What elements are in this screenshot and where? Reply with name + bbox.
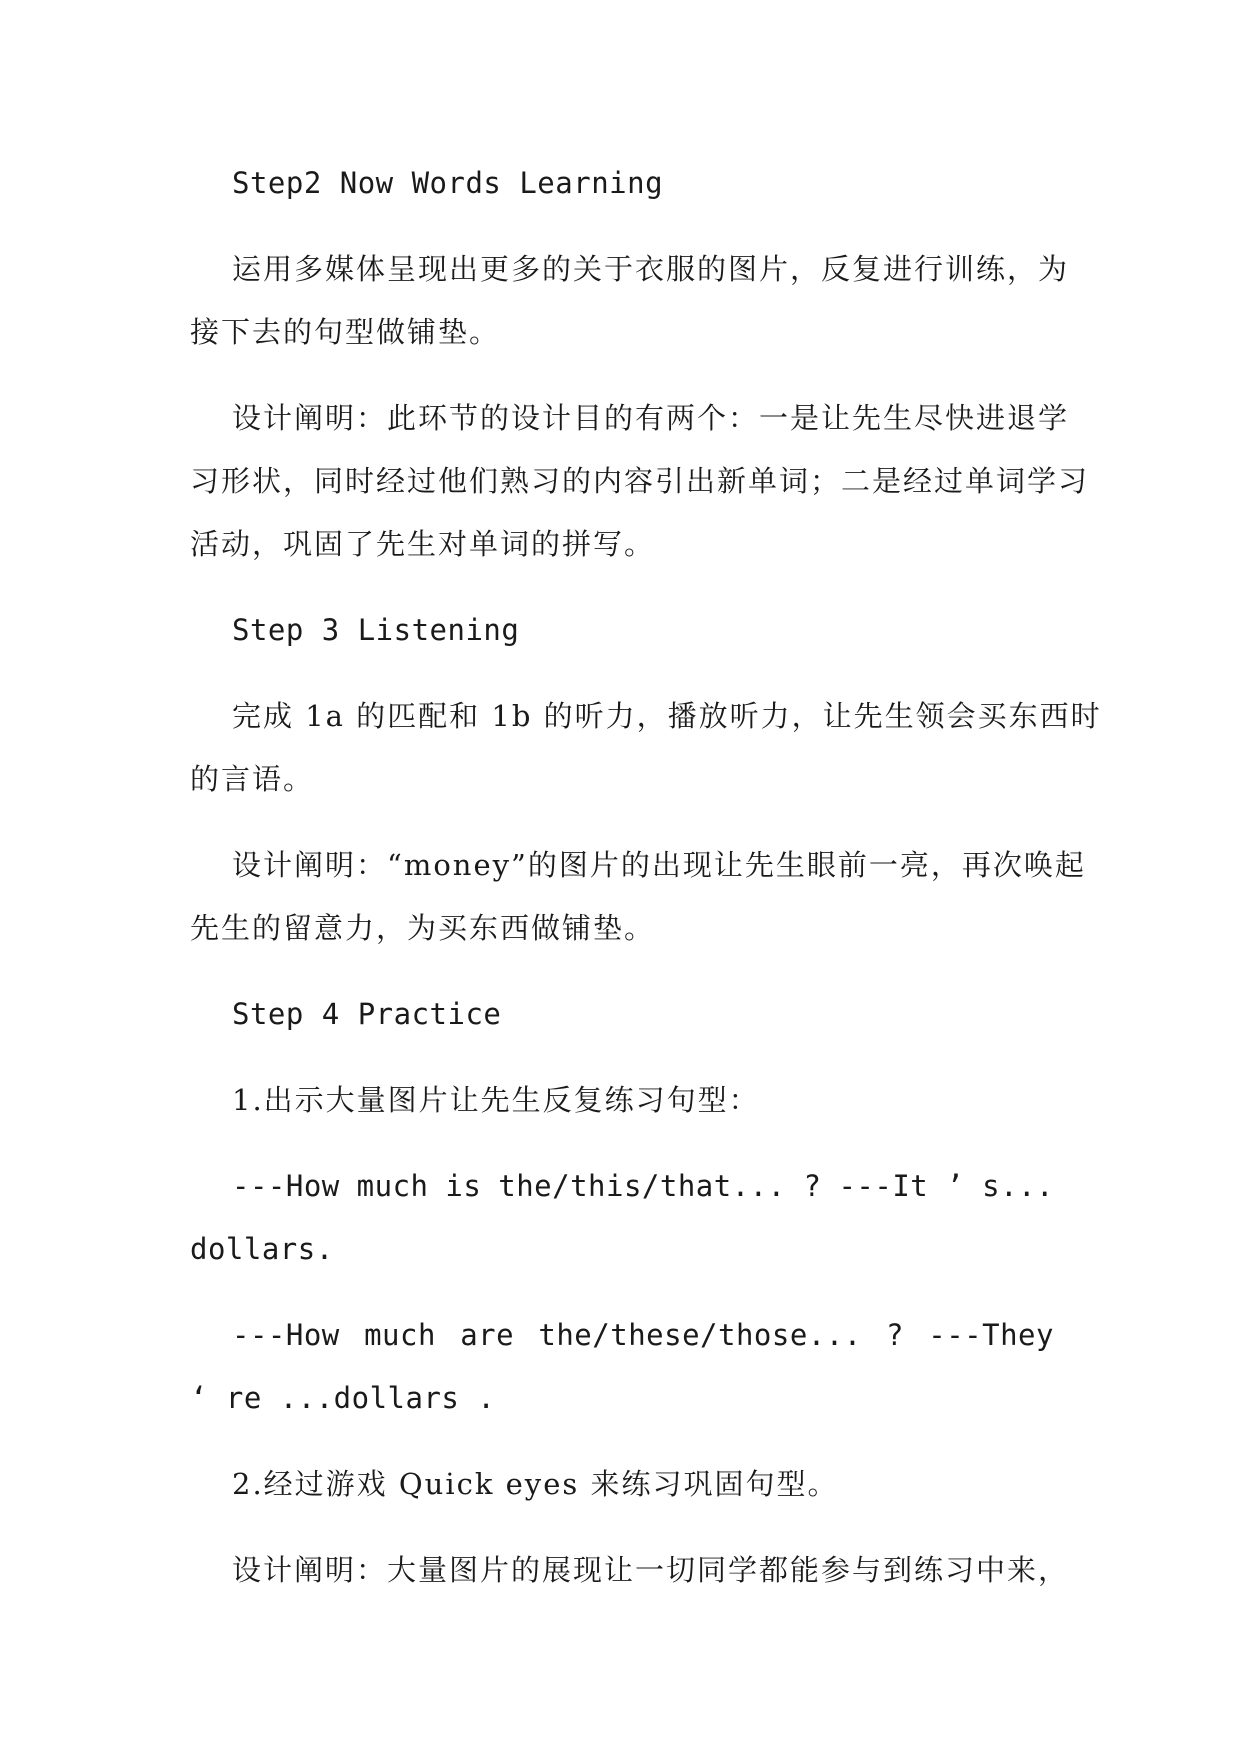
- dialogue-word: ?: [885, 1318, 904, 1352]
- para-listening-line2: 的言语。: [190, 762, 315, 796]
- dialogue-line-how-much-are: [232, 1315, 1054, 1355]
- step3-heading: Step 3 Listening: [232, 613, 520, 647]
- dialogue-word: ---They: [928, 1318, 1054, 1352]
- dialogue-word: much: [356, 1169, 429, 1203]
- dialogue-word: the/these/those...: [538, 1318, 862, 1352]
- dialogue-line-how-much-is: [232, 1166, 1054, 1206]
- para-design-note1-line1: 设计阐明：此环节的设计目的有两个：一是让先生尽快进退学: [232, 401, 1070, 435]
- step4-heading: Step 4 Practice: [232, 997, 502, 1031]
- practice-item1: 1.出示大量图片让先生反复练习句型：: [232, 1083, 760, 1117]
- para-listening-line1: 完成 1a 的匹配和 1b 的听力，播放听力，让先生领会买东西时: [232, 699, 1102, 733]
- para-design-note2-line1: 设计阐明：“money”的图片的出现让先生眼前一亮，再次唤起: [232, 848, 1086, 882]
- para-design-note1-line2: 习形状，同时经过他们熟习的内容引出新单词；二是经过单词学习: [190, 464, 1090, 498]
- dialogue-word: much: [364, 1318, 436, 1352]
- dialogue-word: ---How: [232, 1169, 340, 1203]
- para-design-note3-line1: 设计阐明：大量图片的展现让一切同学都能参与到练习中来，: [232, 1553, 1070, 1587]
- dialogue-word: the/this/that... ?: [498, 1169, 822, 1203]
- dialogue-word: ---It ’ s...: [838, 1169, 1054, 1203]
- para-multimedia-line1: 运用多媒体呈现出更多的关于衣服的图片，反复进行训练，为: [232, 252, 1070, 286]
- dialogue-word: is: [445, 1169, 482, 1203]
- dialogue-word: are: [460, 1318, 515, 1352]
- step2-heading: Step2 Now Words Learning: [232, 166, 664, 200]
- dialogue-line-how-much-are-cont: ‘ re ...dollars .: [190, 1381, 496, 1415]
- dialogue-line-how-much-is-cont: dollars.: [190, 1232, 334, 1266]
- dialogue-word: ---How: [232, 1318, 340, 1352]
- para-multimedia-line2: 接下去的句型做铺垫。: [190, 315, 501, 349]
- para-design-note1-line3: 活动，巩固了先生对单词的拼写。: [190, 527, 656, 561]
- para-design-note2-line2: 先生的留意力，为买东西做铺垫。: [190, 911, 656, 945]
- practice-item2: 2.经过游戏 Quick eyes 来练习巩固句型。: [232, 1467, 839, 1501]
